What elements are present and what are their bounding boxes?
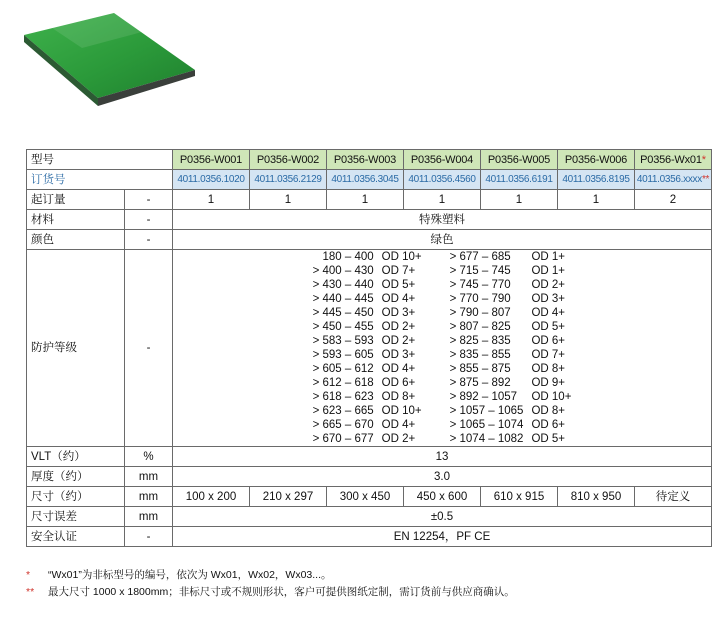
order-number: 4011.0356.4560	[404, 170, 481, 190]
vlt-row	[27, 447, 712, 467]
od-wavelength-range: > 430 – 440	[312, 279, 374, 291]
moq-value: 1	[404, 190, 481, 210]
od-level: OD 4+	[381, 363, 416, 375]
color-unit: -	[125, 230, 173, 250]
tolerance-label: 尺寸误差	[27, 507, 125, 527]
vlt-label: VLT（约）	[27, 447, 125, 467]
od-level: OD 2+	[381, 335, 416, 347]
certification-row	[27, 527, 712, 547]
od-wavelength-range: > 618 – 623	[312, 391, 374, 403]
od-level: OD 4+	[531, 307, 566, 319]
size-row	[27, 487, 712, 507]
order-number: 4011.0356.6191	[481, 170, 558, 190]
order-custom-code: 4011.0356.xxxx	[636, 173, 702, 185]
model-cell-custom	[635, 150, 712, 170]
order-number: 4011.0356.8195	[558, 170, 635, 190]
od-level: OD 7+	[531, 349, 566, 361]
footnote-text: 最大尺寸 1000 x 1800mm；非标尺寸或不规则形状，客户可提供图纸定制，需订货前与供应商确认。	[48, 586, 515, 598]
od-column-right	[450, 250, 572, 446]
od-level: OD 8+	[531, 363, 566, 375]
asterisk-mark: *	[701, 153, 706, 166]
od-wavelength-range: > 400 – 430	[312, 265, 374, 277]
od-level: OD 8+	[531, 405, 566, 417]
od-level: OD 10+	[531, 391, 572, 403]
vlt-unit: %	[125, 447, 173, 467]
moq-unit: -	[125, 190, 173, 210]
certification-label: 安全认证	[27, 527, 125, 547]
od-level: OD 10+	[381, 251, 422, 263]
color-value: 绿色	[173, 230, 712, 250]
protection-label: 防护等级	[27, 250, 125, 447]
od-wavelength-range: > 1074 – 1082	[449, 433, 524, 445]
od-wavelength-range: > 665 – 670	[312, 419, 374, 431]
od-level: OD 3+	[381, 307, 416, 319]
od-level: OD 4+	[381, 419, 416, 431]
certification-unit: -	[125, 527, 173, 547]
od-wavelength-range: > 835 – 855	[449, 349, 511, 361]
moq-value: 1	[481, 190, 558, 210]
od-level: OD 6+	[531, 419, 566, 431]
protection-unit: -	[125, 250, 173, 447]
size-value: 810 x 950	[558, 487, 635, 507]
moq-value: 2	[635, 190, 712, 210]
od-wavelength-range: > 623 – 665	[312, 405, 374, 417]
tolerance-value: ±0.5	[173, 507, 712, 527]
od-level: OD 5+	[531, 433, 566, 445]
thickness-value: 3.0	[173, 467, 712, 487]
model-cell: P0356-W005	[481, 150, 558, 170]
od-wavelength-range: > 445 – 450	[312, 307, 374, 319]
od-level: OD 10+	[381, 405, 422, 417]
footnote-text: “Wx01”为非标型号的编号，依次为 Wx01，Wx02，Wx03...。	[48, 569, 332, 581]
od-wavelength-range: > 1057 – 1065	[449, 405, 524, 417]
model-row	[27, 150, 712, 170]
size-value: 210 x 297	[250, 487, 327, 507]
od-wavelength-range: > 605 – 612	[312, 363, 374, 375]
model-cell: P0356-W004	[404, 150, 481, 170]
moq-value: 1	[250, 190, 327, 210]
tolerance-unit: mm	[125, 507, 173, 527]
od-wavelength-range: > 670 – 677	[312, 433, 374, 445]
od-wavelength-range: > 825 – 835	[449, 335, 511, 347]
od-wavelength-range: > 677 – 685	[449, 251, 511, 263]
od-level: OD 2+	[381, 321, 416, 333]
material-row	[27, 210, 712, 230]
od-level: OD 4+	[381, 293, 416, 305]
od-level: OD 8+	[381, 391, 416, 403]
od-level: OD 7+	[381, 265, 416, 277]
od-wavelength-range: > 593 – 605	[312, 349, 374, 361]
double-asterisk-mark: **	[701, 173, 710, 185]
size-label: 尺寸（约）	[27, 487, 125, 507]
od-wavelength-range: > 875 – 892	[449, 377, 511, 389]
model-custom-code: P0356-Wx01	[640, 153, 702, 166]
model-cell: P0356-W003	[327, 150, 404, 170]
color-label: 颜色	[27, 230, 125, 250]
thickness-unit: mm	[125, 467, 173, 487]
model-label: 型号	[27, 150, 173, 170]
od-column-left	[313, 250, 422, 446]
od-wavelength-range: > 612 – 618	[312, 377, 374, 389]
moq-value: 1	[558, 190, 635, 210]
od-level: OD 5+	[381, 279, 416, 291]
od-level: OD 2+	[381, 433, 416, 445]
order-row	[27, 170, 712, 190]
moq-value: 1	[327, 190, 404, 210]
thickness-row	[27, 467, 712, 487]
order-number: 4011.0356.2129	[250, 170, 327, 190]
od-level: OD 2+	[531, 279, 566, 291]
od-level: OD 6+	[531, 335, 566, 347]
od-wavelength-range: > 583 – 593	[312, 335, 374, 347]
order-number: 4011.0356.3045	[327, 170, 404, 190]
order-number-custom	[635, 170, 712, 190]
color-row	[27, 230, 712, 250]
moq-value: 1	[173, 190, 250, 210]
od-wavelength-range: > 807 – 825	[449, 321, 511, 333]
moq-row	[27, 190, 712, 210]
model-cell: P0356-W002	[250, 150, 327, 170]
od-wavelength-range: > 892 – 1057	[449, 391, 518, 403]
material-unit: -	[125, 210, 173, 230]
od-level: OD 3+	[381, 349, 416, 361]
od-level: OD 5+	[531, 321, 566, 333]
footnote	[26, 584, 515, 601]
od-level: OD 1+	[531, 265, 566, 277]
od-wavelength-range: > 440 – 445	[312, 293, 374, 305]
od-wavelength-range: > 855 – 875	[449, 363, 511, 375]
material-value: 特殊塑料	[173, 210, 712, 230]
order-number: 4011.0356.1020	[173, 170, 250, 190]
model-cell: P0356-W006	[558, 150, 635, 170]
certification-value: EN 12254，PF CE	[173, 527, 712, 547]
od-wavelength-range: > 770 – 790	[449, 293, 511, 305]
spec-table	[26, 149, 712, 547]
size-value: 450 x 600	[404, 487, 481, 507]
tolerance-row	[27, 507, 712, 527]
od-wavelength-range: 180 – 400	[322, 251, 374, 263]
footnote-mark: **	[26, 586, 35, 598]
od-level: OD 6+	[381, 377, 416, 389]
size-value: 300 x 450	[327, 487, 404, 507]
order-label: 订货号	[27, 170, 173, 190]
size-unit: mm	[125, 487, 173, 507]
model-cell: P0356-W001	[173, 150, 250, 170]
footnotes	[26, 567, 515, 601]
footnote	[26, 567, 515, 584]
od-level: OD 3+	[531, 293, 566, 305]
moq-label: 起订量	[27, 190, 125, 210]
od-wavelength-range: > 450 – 455	[312, 321, 374, 333]
size-value: 610 x 915	[481, 487, 558, 507]
material-label: 材料	[27, 210, 125, 230]
footnote-mark: *	[26, 569, 31, 581]
od-wavelength-range: > 790 – 807	[449, 307, 511, 319]
vlt-value: 13	[173, 447, 712, 467]
protection-row	[27, 250, 712, 447]
od-level: OD 9+	[531, 377, 566, 389]
thickness-label: 厚度（约）	[27, 467, 125, 487]
product-image	[22, 8, 197, 108]
size-value: 100 x 200	[173, 487, 250, 507]
od-wavelength-range: > 715 – 745	[449, 265, 511, 277]
od-wavelength-range: > 1065 – 1074	[449, 419, 524, 431]
od-level: OD 1+	[531, 251, 566, 263]
protection-levels	[173, 250, 712, 447]
od-wavelength-range: > 745 – 770	[449, 279, 511, 291]
size-value: 待定义	[635, 487, 712, 507]
